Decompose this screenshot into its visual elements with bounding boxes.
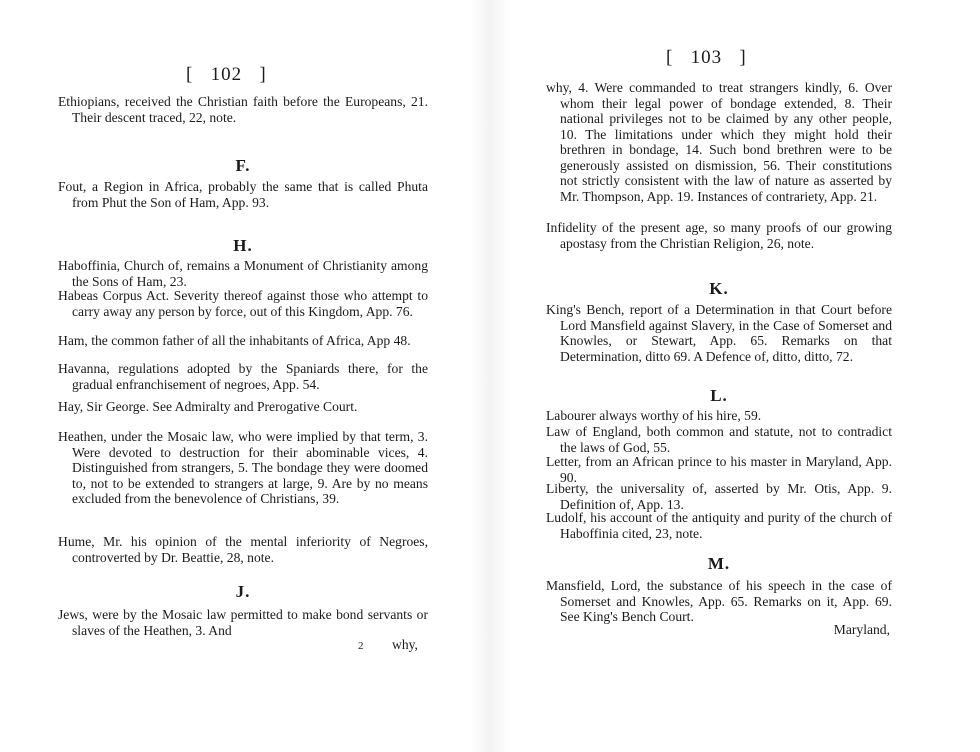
section-letter-f: F. bbox=[235, 156, 251, 175]
section-letter-h: H. bbox=[233, 236, 253, 255]
signature-mark: 2 bbox=[358, 640, 364, 652]
index-entry-infidelity: Infidelity of the present age, so many proofs of our growing apostasy from the Christian Religion, 26, note. bbox=[546, 220, 892, 251]
index-entry-mansfield: Mansfield, Lord, the substance of his speech in the case of Somerset and Knowles, App. 65. Remarks on it, App. 69. See King's Bench Court. bbox=[546, 578, 892, 624]
index-entry-law-of-england: Law of England, both common and statute, not to contradict the laws of God, 55. bbox=[546, 424, 892, 455]
index-entry-ham: Ham, the common father of all the inhabitants of Africa, App 48. bbox=[58, 333, 411, 348]
index-entry-fout: Fout, a Region in Africa, probably the same that is called Phuta from Phut the Son of Ham, App. 93. bbox=[58, 179, 428, 210]
index-entry-jews: Jews, were by the Mosaic law permitted to make bond servants or slaves of the Heathen, 3. And bbox=[58, 607, 428, 638]
catchword-right: Maryland, bbox=[833, 622, 890, 637]
index-entry-jews-continued: why, 4. Were commanded to treat strangers kindly, 6. Over whom their legal power of bondage extended, 8. Their national privileges not to be claimed by any other people, 10. The limitations under which they might hold their brethren in bondage, 14. Such bond brethren were to be generously assisted on dismission, 56. Their constitutions not strictly consistent with the law of nature as asserted by Mr. Thompson, App. 19. Instances of contrariety, App. 21. bbox=[546, 80, 892, 204]
catchword-left: why, bbox=[392, 637, 418, 652]
section-letter-m: M. bbox=[707, 554, 731, 573]
index-entry-ludolf: Ludolf, his account of the antiquity and purity of the church of Haboffinia cited, 23, note. bbox=[546, 510, 892, 541]
page-number-left: [ 102 ] bbox=[186, 64, 267, 85]
index-entry-labourer: Labourer always worthy of his hire, 59. bbox=[546, 408, 762, 423]
index-entry-havanna: Havanna, regulations adopted by the Spaniards there, for the gradual enfranchisement of negroes, App. 54. bbox=[58, 361, 428, 392]
section-letter-k: K. bbox=[709, 279, 729, 298]
index-entry-hume: Hume, Mr. his opinion of the mental inferiority of Negroes, controverted by Dr. Beattie, 28, note. bbox=[58, 534, 428, 565]
section-letter-l: L. bbox=[710, 386, 728, 405]
index-entry-ethiopians: Ethiopians, received the Christian faith before the Europeans, 21. Their descent traced, 22, note. bbox=[58, 94, 428, 125]
index-entry-haboffinia: Haboffinia, Church of, remains a Monument of Christianity among the Sons of Ham, 23. bbox=[58, 258, 428, 289]
index-entry-kings-bench: King's Bench, report of a Determination in that Court before Lord Mansfield against Slavery, in the Case of Somerset and Knowles, or Stewart, App. 65. Remarks on that Determination, ditto 69. A Defence of, ditto, ditto, 72. bbox=[546, 302, 892, 364]
index-entry-hay: Hay, Sir George. See Admiralty and Prerogative Court. bbox=[58, 399, 358, 414]
gutter-shadow bbox=[470, 0, 510, 752]
index-entry-letter: Letter, from an African prince to his master in Maryland, App. 90. bbox=[546, 454, 892, 485]
index-entry-heathen: Heathen, under the Mosaic law, who were implied by that term, 3. Were devoted to destruction for their abominable vices, 4. Distinguished from strangers, 5. The bondage they were doomed to, not to be extended to strangers at large, 9. Are by no means excluded from the benevolence of Christians, 39. bbox=[58, 429, 428, 506]
index-entry-liberty: Liberty, the universality of, asserted by Mr. Otis, App. 9. Definition of, App. 13. bbox=[546, 481, 892, 512]
page-number-right: [ 103 ] bbox=[666, 47, 747, 68]
index-entry-habeas-corpus: Habeas Corpus Act. Severity thereof against those who attempt to carry away any person by force, out of this Kingdom, App. 76. bbox=[58, 288, 428, 319]
section-letter-j: J. bbox=[235, 582, 251, 601]
